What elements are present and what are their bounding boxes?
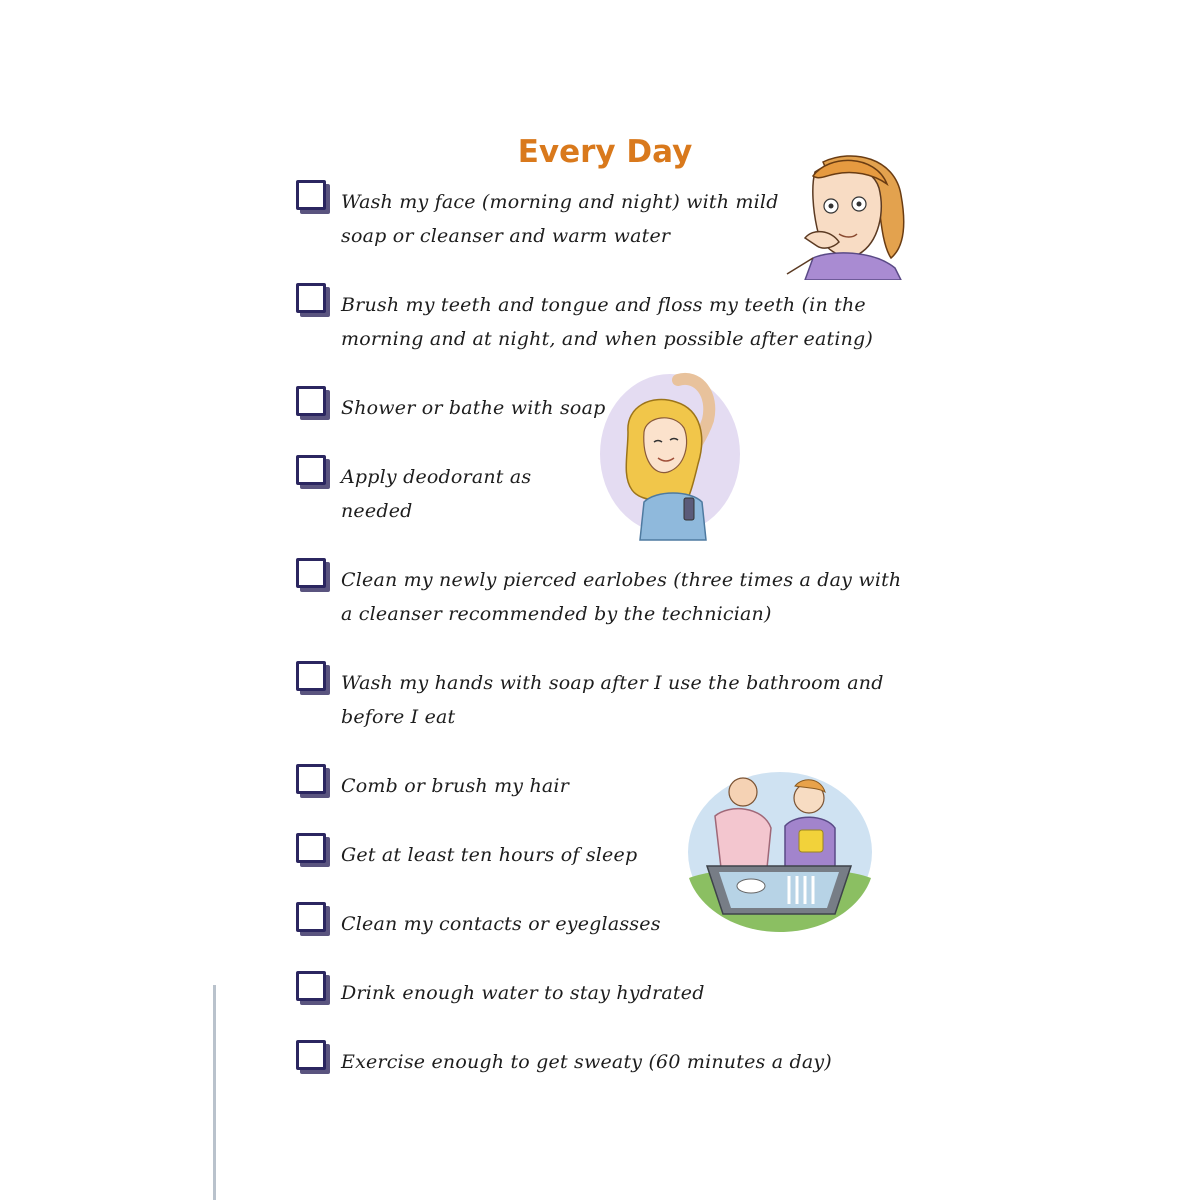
checkbox[interactable] [296, 971, 326, 1001]
checklist-item[interactable] [296, 558, 901, 631]
girl-touching-face-illustration [783, 150, 913, 280]
checklist-item[interactable] [296, 902, 661, 941]
checklist-item-line: before I eat [341, 706, 456, 728]
checklist-item-text [341, 976, 705, 1010]
checklist-item-line: Get at least ten hours of sleep [341, 844, 638, 866]
checklist-item-line: Comb or brush my hair [341, 775, 569, 797]
checklist-item-line: Wash my face (morning and night) with mild [341, 191, 779, 213]
checkbox[interactable] [296, 558, 326, 588]
checklist-item-text [341, 563, 901, 631]
girl-applying-deodorant-illustration [598, 372, 743, 542]
checklist-item-text [341, 185, 779, 253]
page-title: Every Day [517, 134, 693, 170]
checkbox[interactable] [296, 386, 326, 416]
checklist-item[interactable] [296, 661, 884, 734]
checklist-item-line: Shower or bathe with soap [341, 397, 606, 419]
checklist-item-text [341, 391, 605, 425]
checklist-item[interactable] [296, 455, 531, 528]
checklist-item-line: soap or cleanser and warm water [341, 225, 671, 247]
checklist-item[interactable] [296, 1040, 832, 1079]
checklist-item[interactable] [296, 833, 637, 872]
checklist-item[interactable] [296, 971, 705, 1010]
checkbox[interactable] [296, 1040, 326, 1070]
checkbox[interactable] [296, 764, 326, 794]
checklist-item-line: needed [341, 500, 413, 522]
checkbox[interactable] [296, 283, 326, 313]
checklist-item-line: Clean my contacts or eyeglasses [341, 913, 661, 935]
checklist-item-line: Exercise enough to get sweaty (60 minutes a day) [341, 1051, 832, 1073]
checklist-item-line: Drink enough water to stay hydrated [341, 982, 705, 1004]
page-edge-line [213, 985, 216, 1200]
checklist-item-text [341, 666, 884, 734]
checklist-item[interactable] [296, 283, 873, 356]
checklist-item-text [341, 769, 569, 803]
checkbox[interactable] [296, 902, 326, 932]
checkbox[interactable] [296, 661, 326, 691]
checkbox[interactable] [296, 180, 326, 210]
checklist-item-line: a cleanser recommended by the technician) [341, 603, 772, 625]
checklist-item-text [341, 1045, 832, 1079]
checklist-item[interactable] [296, 386, 605, 425]
checklist-item[interactable] [296, 180, 779, 253]
checklist-item-line: Brush my teeth and tongue and floss my teeth (in the [341, 294, 866, 316]
checkbox[interactable] [296, 833, 326, 863]
checkbox[interactable] [296, 455, 326, 485]
checklist-item[interactable] [296, 764, 569, 803]
checklist-item-line: Apply deodorant as [341, 466, 532, 488]
kids-washing-dishes-illustration [685, 768, 875, 933]
checklist-item-line: morning and at night, and when possible after eating) [341, 328, 874, 350]
checklist-item-text [341, 460, 531, 528]
checklist-item-text [341, 907, 661, 941]
checklist-item-line: Wash my hands with soap after I use the bathroom and [341, 672, 884, 694]
checklist-item-text [341, 838, 637, 872]
checklist-item-line: Clean my newly pierced earlobes (three times a day with [341, 569, 902, 591]
checklist-item-text [341, 288, 873, 356]
